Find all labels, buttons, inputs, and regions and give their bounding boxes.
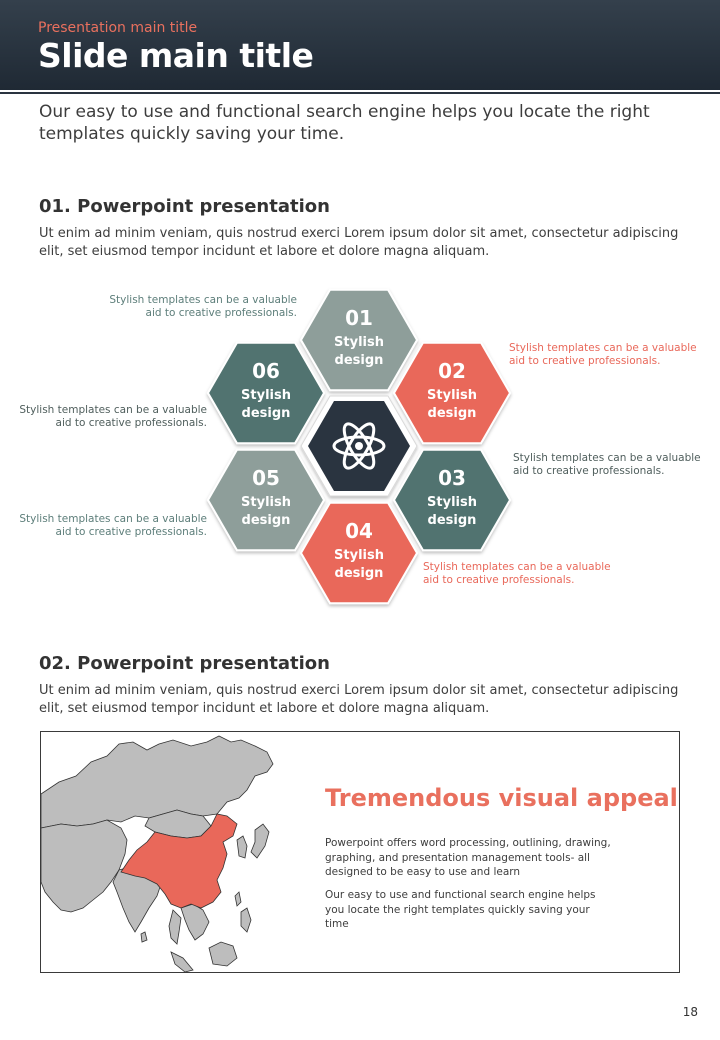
- hexagon-05-number: 05: [252, 466, 280, 490]
- map-land-taiwan: [235, 892, 241, 906]
- hexagon-05-label-line2: design: [241, 513, 291, 528]
- callout-01: Stylish templates can be a valuable aid to creative professionals.: [109, 294, 297, 319]
- map-land-west: [41, 820, 127, 912]
- hexagon-01-label-line2: design: [334, 353, 384, 368]
- hexagon-01-label-line1: Stylish: [334, 335, 384, 350]
- section2-title: 02. Powerpoint presentation: [39, 653, 330, 674]
- map-land-japan: [251, 824, 269, 858]
- callout-02: Stylish templates can be a valuable aid to creative professionals.: [509, 342, 697, 367]
- hexagon-06-number: 06: [252, 359, 280, 383]
- map-land-sumatra: [171, 952, 193, 972]
- callout-04: Stylish templates can be a valuable aid to creative professionals.: [423, 561, 611, 586]
- map-land-peninsula: [169, 910, 181, 944]
- page-number: 18: [682, 1005, 698, 1019]
- hexagon-02-label-line1: Stylish: [427, 388, 477, 403]
- map-land-korea: [237, 836, 247, 858]
- map-panel: [40, 731, 680, 973]
- intro-text: Our easy to use and functional search engine helps you locate the right templates quickly saving your time.: [39, 102, 650, 144]
- hexagon-02-number: 02: [438, 359, 466, 383]
- map-land-seasia: [181, 904, 209, 940]
- hexagon-06-label-line2: design: [241, 406, 291, 421]
- asia-map: [41, 732, 281, 972]
- section2-text: Ut enim ad minim veniam, quis nostrud exerci Lorem ipsum dolor sit amet, consectetur adipiscing elit, set eiusmod tempor incidunt et labore et dolore magna aliquam.: [39, 683, 679, 716]
- hexagon-05-label-line1: Stylish: [241, 495, 291, 510]
- map-land-srilanka: [141, 932, 147, 942]
- map-panel-paragraph-2: Our easy to use and functional search engine helps you locate the right templates quickly saving your time: [325, 889, 596, 930]
- callout-03: Stylish templates can be a valuable aid to creative professionals.: [513, 452, 701, 477]
- section1-text: Ut enim ad minim veniam, quis nostrud exerci Lorem ipsum dolor sit amet, consectetur adipiscing elit, set eiusmod tempor incidunt et labore et dolore magna aliquam.: [39, 226, 679, 259]
- presentation-subtitle: Presentation main title: [38, 20, 198, 36]
- hexagon-06-label-line1: Stylish: [241, 388, 291, 403]
- callout-05: Stylish templates can be a valuable aid to creative professionals.: [19, 513, 207, 538]
- map-land-borneo: [209, 942, 237, 966]
- map-panel-heading: Tremendous visual appeal: [325, 784, 678, 812]
- hexagon-03-label-line2: design: [427, 513, 477, 528]
- slide-title: Slide main title: [38, 36, 314, 75]
- map-land-philippines: [241, 908, 251, 932]
- hexagon-02-label-line2: design: [427, 406, 477, 421]
- hexagon-01-number: 01: [345, 306, 373, 330]
- header-divider: [0, 92, 720, 94]
- hexagon-03-number: 03: [438, 466, 466, 490]
- map-land-north: [41, 736, 273, 828]
- header-bar: [0, 0, 720, 90]
- hexagon-04-label-line2: design: [334, 566, 384, 581]
- section1-title: 01. Powerpoint presentation: [39, 196, 330, 217]
- map-panel-paragraph-1: Powerpoint offers word processing, outlining, drawing, graphing, and presentation management tools- all designed to be easy to use and learn: [325, 837, 611, 878]
- callout-06: Stylish templates can be a valuable aid to creative professionals.: [19, 404, 207, 429]
- hexagon-03-label-line1: Stylish: [427, 495, 477, 510]
- hexagon-04-number: 04: [345, 519, 373, 543]
- hexagon-04-label-line1: Stylish: [334, 548, 384, 563]
